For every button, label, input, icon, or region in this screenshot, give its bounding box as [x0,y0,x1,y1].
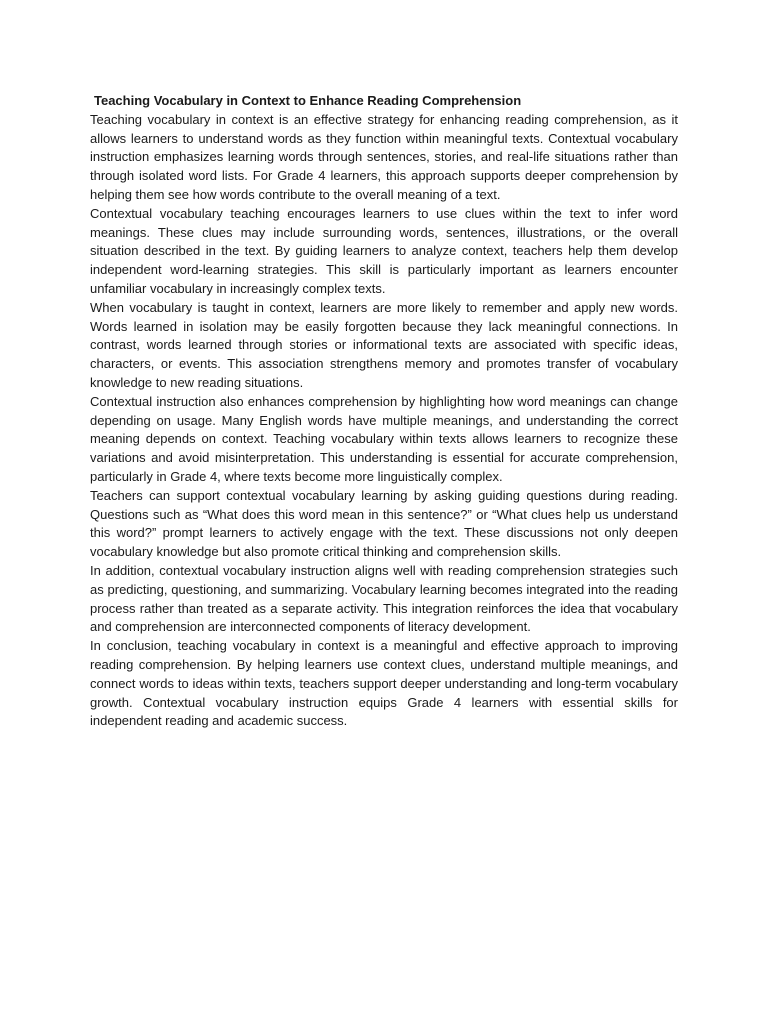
paragraph-intro: Teaching vocabulary in context is an effective strategy for enhancing reading comprehension, as it allows learners to understand words as they function within meaningful texts. Contextual vocabulary instruction emphasizes learning words through sentences, stories, and real-life situations rather than through isolated word lists. For Grade 4 learners, this approach supports deeper comprehension by helping them see how words contribute to the overall meaning of a text. [90,111,678,202]
document-body [90,92,678,731]
paragraph-guiding-questions: Teachers can support contextual vocabulary learning by asking guiding questions during reading. Questions such as “What does this word mean in this sentence?” or “What clues help us understand this word?” prompt learners to actively engage with the text. These discussions not only deepen vocabulary knowledge but also promote critical thinking and comprehension skills. [90,487,678,560]
paragraph-conclusion: In conclusion, teaching vocabulary in context is a meaningful and effective approach to improving reading comprehension. By helping learners use context clues, understand multiple meanings, and connect words to ideas within texts, teachers support deeper understanding and long-term vocabulary growth. Contextual vocabulary instruction equips Grade 4 learners with essential skills for independent reading and academic success. [90,638,678,729]
paragraph-retention: When vocabulary is taught in context, learners are more likely to remember and apply new words. Words learned in isolation may be easily forgotten because they lack meaningful connections. In contrast, words learned through stories or informational texts are associated with specific ideas, characters, or events. This association strengthens memory and promotes transfer of vocabulary knowledge to new reading situations. [90,299,678,390]
document-title: Teaching Vocabulary in Context to Enhance Reading Comprehension [94,93,522,108]
paragraph-context-clues: Contextual vocabulary teaching encourages learners to use clues within the text to infer word meanings. These clues may include surrounding words, sentences, illustrations, or the overall situation described in the text. By guiding learners to analyze context, teachers help them develop independent word-learning strategies. This skill is particularly important as learners encounter unfamiliar vocabulary in increasingly complex texts. [90,205,678,296]
paragraph-multiple-meanings: Contextual instruction also enhances comprehension by highlighting how word meanings can change depending on usage. Many English words have multiple meanings, and understanding the correct meaning depends on context. Teaching vocabulary within texts allows learners to recognize these variations and avoid misinterpretation. This understanding is essential for accurate comprehension, particularly in Grade 4, where texts become more linguistically complex. [90,393,678,484]
paragraph-strategies: In addition, contextual vocabulary instruction aligns well with reading comprehension strategies such as predicting, questioning, and summarizing. Vocabulary learning becomes integrated into the reading process rather than treated as a separate activity. This integration reinforces the idea that vocabulary and comprehension are interconnected components of literacy development. [90,562,678,635]
